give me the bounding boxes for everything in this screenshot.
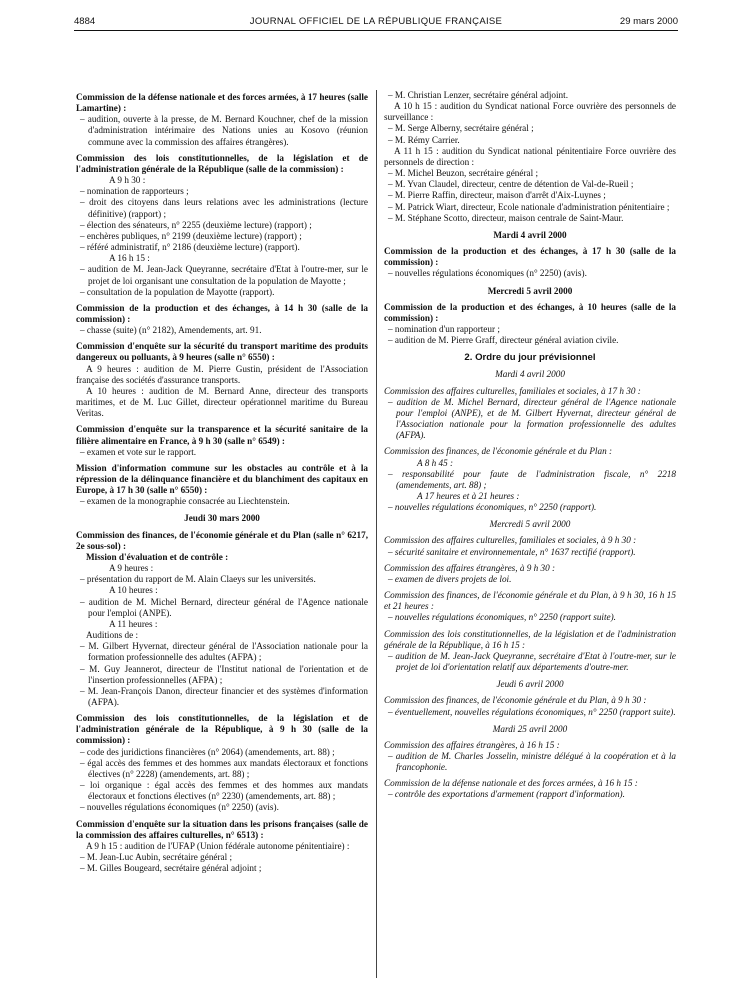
issue-date: 29 mars 2000 xyxy=(619,16,678,27)
agenda-item: – référé administratif, n° 2186 (deuxième lecture) (rapport). xyxy=(80,242,300,253)
agenda-item: – M. Pierre Raffin, directeur, maison d'arrêt d'Aix-Luynes ; xyxy=(388,190,606,201)
agenda-item: – audition de M. Jean-Jack Queyranne, secrétaire d'Etat à l'outre-mer, sur le projet de loi organisant une consultation de la population de Mayotte ; xyxy=(80,264,368,286)
agenda-item: – contrôle des exportations d'armement (rapport d'information). xyxy=(388,789,625,800)
agenda-item: – M. Rémy Carrier. xyxy=(388,134,460,145)
page-header xyxy=(74,13,678,29)
audition-paragraph: A 9 heures : audition de M. Pierre Gustin, président de l'Association française des sociétés d'assurance transports. xyxy=(76,363,368,385)
section-heading: Mission d'information commune sur les obstacles au contrôle et à la répression de la délinquance financière et du blanchiment des capitaux en Europe, à 17 h 30 (salle n° 6550) : xyxy=(76,462,368,496)
agenda-item: – audition de M. Michel Bernard, directeur général de l'Agence nationale pour l'emploi (ANPE). xyxy=(80,596,368,618)
header-rule xyxy=(74,30,678,31)
audition-paragraph: A 10 heures : audition de M. Bernard Anne, directeur des transports maritimes, et de M. Luc Gillet, directeur opérationnel maritime du Bureau Veritas. xyxy=(76,385,368,419)
agenda-item: – nouvelles régulations économiques (n° 2250) (avis). xyxy=(388,268,587,279)
plain-line: Auditions de : xyxy=(86,630,139,641)
agenda-item: – élection des sénateurs, n° 2255 (deuxième lecture) (rapport) ; xyxy=(80,219,312,230)
agenda-item: – M. Yvan Claudel, directeur, centre de détention de Val-de-Rueil ; xyxy=(388,179,634,190)
agenda-item: – nomination d'un rapporteur ; xyxy=(388,323,500,334)
section-heading: Commission des affaires culturelles, familiales et sociales, à 9 h 30 : xyxy=(384,535,637,546)
time-label: A 17 heures et à 21 heures : xyxy=(417,491,520,501)
agenda-item: – M. Serge Alberny, secrétaire général ; xyxy=(388,123,534,134)
section-heading: Commission des lois constitutionnelles, de la législation et de l'administration générale de la République, à 9 h 30 (salle de la commission) : xyxy=(76,713,368,746)
section-heading: Commission de la défense nationale et des forces armées, à 17 heures (salle Lamartine) : xyxy=(76,92,368,114)
day-heading: Mardi 25 avril 2000 xyxy=(492,723,568,734)
agenda-item: – M. Guy Jeannerot, directeur de l'Institut national de l'orientation et de l'insertion professionnelles (AFPA) ; xyxy=(80,663,368,685)
section-heading: Commission des finances, de l'économie générale et du Plan (salle n° 6217, 2e sous-sol) : xyxy=(76,529,368,551)
audition-paragraph: A 11 h 15 : audition du Syndicat national pénitentiaire Force ouvrière des personnels de direction : xyxy=(384,145,676,167)
agenda-item: – chasse (suite) (n° 2182), Amendements, art. 91. xyxy=(80,325,262,336)
audition-paragraph: A 10 h 15 : audition du Syndicat national Force ouvrière des personnels de surveillance : xyxy=(384,101,676,123)
agenda-item: – M. Patrick Wiart, directeur, Ecole nationale d'administration pénitentiaire ; xyxy=(388,201,670,212)
agenda-item: – audition de M. Michel Bernard, directeur général de l'Agence nationale pour l'emploi (ANPE), et de M. Gilbert Hyvernat, directeur général de l'Association nationale pour la formation professionnelle des adultes (AFPA). xyxy=(388,396,676,441)
agenda-item: – M. Jean-Luc Aubin, secrétaire général ; xyxy=(80,852,233,862)
agenda-item: – éventuellement, nouvelles régulations économiques, n° 2250 (rapport suite). xyxy=(388,706,676,717)
agenda-item: – code des juridictions financières (n° 2064) (amendements, art. 88) ; xyxy=(80,746,335,757)
section-title: 2. Ordre du jour prévisionnel xyxy=(464,352,596,364)
journal-title: JOURNAL OFFICIEL DE LA RÉPUBLIQUE FRANÇAISE xyxy=(249,16,503,27)
agenda-item: – audition de M. Pierre Graff, directeur général aviation civile. xyxy=(388,335,619,346)
section-heading: Commission des affaires étrangères, à 16 h 15 : xyxy=(384,739,560,750)
day-heading: Mercredi 5 avril 2000 xyxy=(487,285,573,296)
agenda-item: – nouvelles régulations économiques, n° 2250 (rapport suite). xyxy=(388,612,616,623)
sub-heading: Mission d'évaluation et de contrôle : xyxy=(86,551,229,562)
agenda-item: – M. Christian Lenzer, secrétaire général adjoint. xyxy=(388,90,568,100)
time-label: A 10 heures : xyxy=(109,585,158,596)
agenda-item: – examen de la monographie consacrée au Liechtenstein. xyxy=(80,496,290,507)
section-heading: Commission des finances, de l'économie générale et du Plan : xyxy=(384,446,613,457)
section-heading: Commission d'enquête sur la transparence et la sécurité sanitaire de la filière alimentaire en France, à 9 h 30 (salle n° 6549) : xyxy=(76,424,368,446)
agenda-item: – examen de divers projets de loi. xyxy=(388,573,512,584)
time-label: A 9 h 30 : xyxy=(109,175,146,186)
left-column xyxy=(76,92,368,874)
time-label: A 9 heures : xyxy=(109,563,154,574)
agenda-item: – sécurité sanitaire et environnementale, n° 1637 rectifié (rapport). xyxy=(388,546,636,557)
column-divider xyxy=(376,90,377,978)
agenda-item: – consultation de la population de Mayotte (rapport). xyxy=(80,286,275,297)
agenda-item: – droit des citoyens dans leurs relations avec les administrations (lecture définitive) (rapport) ; xyxy=(80,197,368,219)
day-heading: Jeudi 6 avril 2000 xyxy=(496,679,564,690)
time-label: A 16 h 15 : xyxy=(109,253,150,264)
section-heading: Commission de la production et des échanges, à 14 h 30 (salle de la commission) : xyxy=(76,302,368,324)
time-label: A 8 h 45 : xyxy=(417,457,454,468)
agenda-item: – M. Jean-François Danon, directeur financier et des systèmes d'information (AFPA). xyxy=(80,685,368,707)
agenda-item: – responsabilité pour faute de l'administration fiscale, n° 2218 (amendements, art. 88) ; xyxy=(388,468,676,490)
agenda-item: – audition, ouverte à la presse, de M. Bernard Kouchner, chef de la mission d'administration intérimaire des Nations unies au Kosovo (réunion commune avec la commission des affaires étrangères). xyxy=(80,114,368,147)
audition-paragraph: A 9 h 15 : audition de l'UFAP (Union fédérale autonome pénitentiaire) : xyxy=(86,840,350,851)
section-heading: Commission des affaires étrangères, à 9 h 30 : xyxy=(384,562,556,573)
day-heading: Mercredi 5 avril 2000 xyxy=(489,519,571,530)
agenda-item: – audition de M. Jean-Jack Queyranne, secrétaire d'Etat à l'outre-mer, sur le projet de loi d'orientation relatif aux départements d'outre-mer. xyxy=(388,650,676,673)
section-heading: Commission des finances, de l'économie générale et du Plan, à 9 h 30 : xyxy=(384,695,647,706)
day-heading: Jeudi 30 mars 2000 xyxy=(184,513,260,524)
agenda-item: – M. Gilbert Hyvernat, directeur général de l'Association nationale pour la formation professionnelle des adultes (AFPA) ; xyxy=(80,641,368,663)
agenda-item: – nomination de rapporteurs ; xyxy=(80,186,189,197)
time-label: A 11 heures : xyxy=(109,618,158,629)
agenda-item: – enchères publiques, n° 2199 (deuxième lecture) (rapport) ; xyxy=(80,230,302,241)
section-heading: Commission d'enquête sur la situation dans les prisons françaises (salle de la commission des affaires culturelles, n° 6513) : xyxy=(76,818,368,840)
page-number: 4884 xyxy=(74,16,96,27)
agenda-item: – examen et vote sur le rapport. xyxy=(80,446,197,457)
agenda-item: – égal accès des femmes et des hommes aux mandats électoraux et fonctions électives (n° 2228) (amendements, art. 88) ; xyxy=(80,757,368,779)
day-heading: Mardi 4 avril 2000 xyxy=(493,229,567,240)
day-heading: Mardi 4 avril 2000 xyxy=(495,369,565,380)
agenda-item: – M. Michel Beuzon, secrétaire général ; xyxy=(388,168,539,179)
section-heading: Commission des affaires culturelles, familiales et sociales, à 17 h 30 : xyxy=(384,385,641,396)
section-heading: Commission de la défense nationale et des forces armées, à 16 h 15 : xyxy=(384,778,638,789)
section-heading: Commission d'enquête sur la sécurité du transport maritime des produits dangereux ou polluants, à 9 heures (salle n° 6550) : xyxy=(76,341,368,363)
right-column xyxy=(384,90,676,801)
section-heading: Commission des finances, de l'économie générale et du Plan, à 9 h 30, 16 h 15 et 21 heures : xyxy=(384,590,676,612)
agenda-item: – M. Gilles Bougeard, secrétaire général adjoint ; xyxy=(80,863,262,874)
agenda-item: – M. Stéphane Scotto, directeur, maison centrale de Saint-Maur. xyxy=(388,212,624,223)
section-heading: Commission des lois constitutionnelles, de la législation et de l'administration générale de la République, à 16 h 15 : xyxy=(384,628,676,650)
agenda-item: – présentation du rapport de M. Alain Claeys sur les universités. xyxy=(80,574,316,585)
section-heading: Commission de la production et des échanges, à 17 h 30 (salle de la commission) : xyxy=(384,246,676,268)
agenda-item: – loi organique : égal accès des femmes et des hommes aux mandats électoraux et fonctions électives (n° 2230) (amendements, art. 88) ; xyxy=(80,780,368,802)
agenda-item: – nouvelles régulations économiques, n° 2250 (rapport). xyxy=(388,502,597,513)
section-heading: Commission de la production et des échanges, à 10 heures (salle de la commission) : xyxy=(384,301,676,323)
agenda-item: – nouvelles régulations économiques (n° 2250) (avis). xyxy=(80,802,279,813)
section-heading: Commission des lois constitutionnelles, de la législation et de l'administration générale de la République (salle de la commission) : xyxy=(76,152,368,174)
agenda-item: – audition de M. Charles Josselin, ministre délégué à la coopération et à la francophonie. xyxy=(388,750,676,773)
